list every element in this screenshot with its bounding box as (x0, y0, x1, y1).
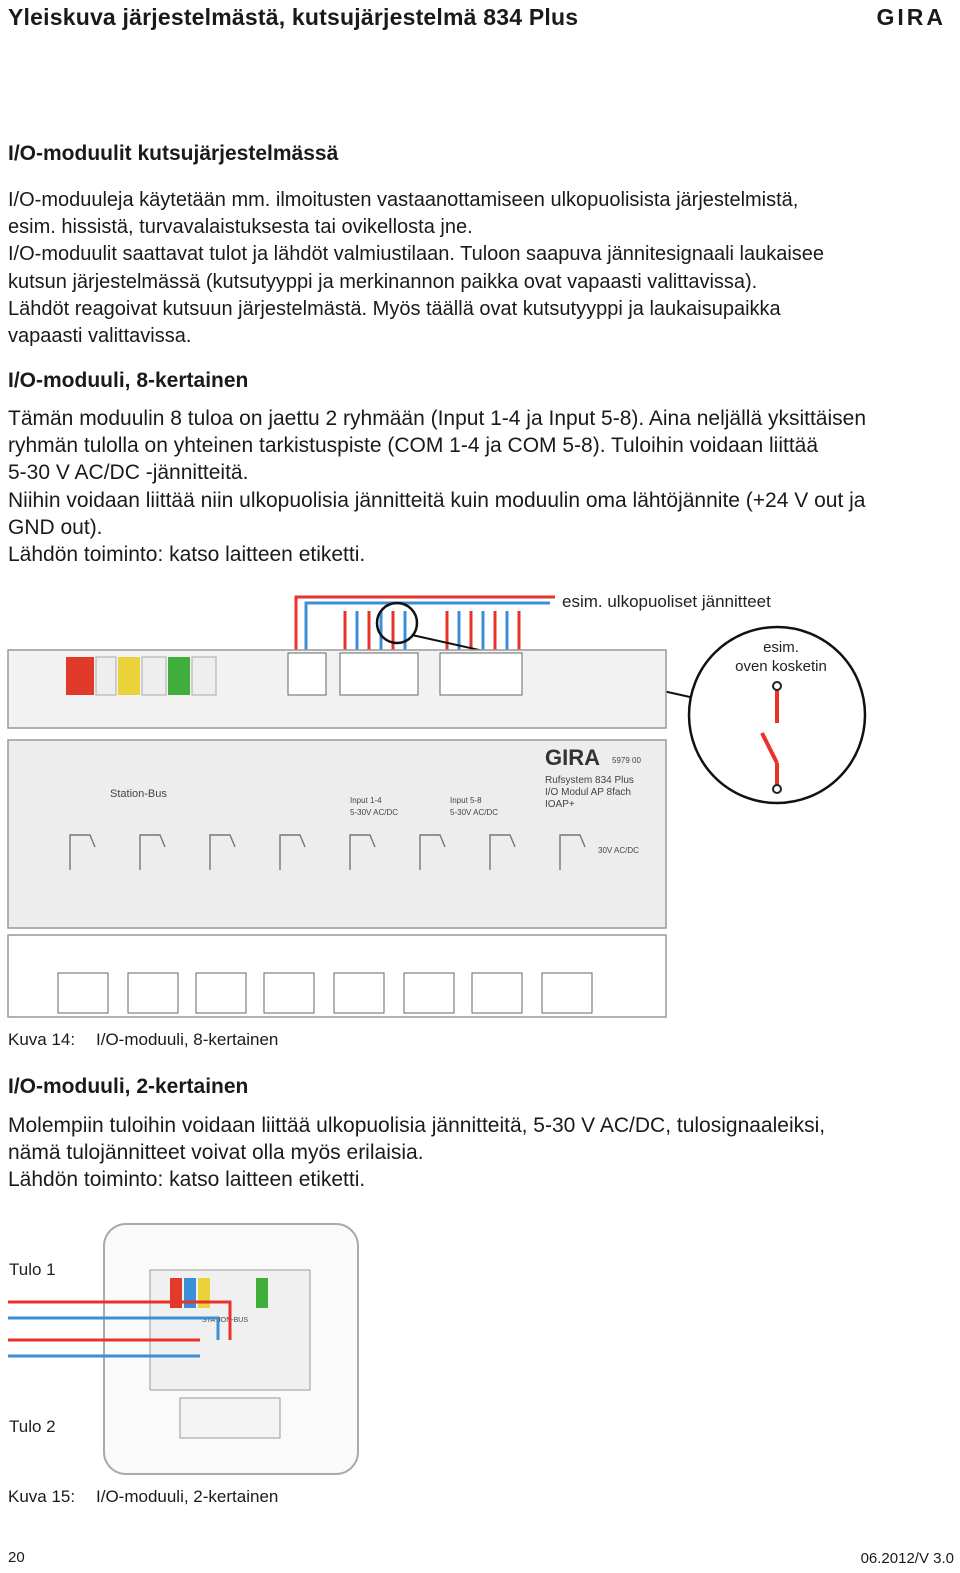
brand-logo: GIRA (876, 4, 946, 30)
text-line: GND out). (8, 515, 103, 539)
figure-15-io-module-2-fold (0, 1220, 380, 1482)
text-line: kutsun järjestelmässä (kutsutyyppi ja merkinannon paikka ovat vapaasti valittavissa). (8, 270, 758, 293)
svg-text:5-30V AC/DC: 5-30V AC/DC (350, 808, 399, 817)
svg-text:Input 5-8: Input 5-8 (450, 796, 482, 805)
label-external-voltages: esim. ulkopuoliset jännitteet (562, 592, 771, 611)
text-line: ryhmän tulolla on yhteinen tarkistuspiste (COM 1-4 ja COM 5-8). Tuloihin voidaan liittää (8, 434, 819, 458)
svg-text:30V AC/DC: 30V AC/DC (598, 846, 639, 855)
lower-terminal-blocks (58, 973, 592, 1013)
module-brand: GIRA (545, 745, 600, 770)
figure-14-io-module-8-fold (0, 585, 960, 1025)
page-header-title: Yleiskuva järjestelmästä, kutsujärjestelmä 834 Plus (8, 4, 579, 30)
svg-text:oven kosketin: oven kosketin (735, 658, 827, 675)
zoom-marker (377, 603, 417, 643)
svg-text:Rufsystem 834 Plus: Rufsystem 834 Plus (545, 775, 634, 786)
svg-text:IOAP+: IOAP+ (545, 799, 575, 810)
svg-text:STATION-BUS: STATION-BUS (202, 1317, 249, 1324)
label-input-1: Tulo 1 (9, 1260, 56, 1279)
svg-text:5979 00: 5979 00 (612, 756, 641, 765)
label-input-2: Tulo 2 (9, 1417, 56, 1436)
caption-number: Kuva 14: (8, 1030, 76, 1049)
text-line: nämä tulojännitteet voivat olla myös erilaisia. (8, 1141, 424, 1165)
section-2-fold-text (8, 1112, 954, 1194)
section-title-2-fold: I/O-moduuli, 2-kertainen (8, 1075, 249, 1098)
section-8-fold-text (8, 405, 954, 568)
section-io-modules-text (8, 187, 954, 350)
text-line: Tämän moduulin 8 tuloa on jaettu 2 ryhmään (Input 1-4 ja Input 5-8). Aina neljällä yksittäisen (8, 407, 866, 430)
text-line: I/O-moduulit saattavat tulot ja lähdöt valmiustilaan. Tuloon saapuva jännitesignaali laukaisee (8, 243, 825, 266)
text-line: Lähdön toiminto: katso laitteen etiketti. (8, 543, 366, 567)
text-line: Lähdöt reagoivat kutsuun järjestelmästä. Myös täällä ovat kutsutyyppi ja laukaisupaikka (8, 297, 781, 320)
svg-text:I/O Modul AP 8fach: I/O Modul AP 8fach (545, 787, 631, 798)
text-line: Molempiin tuloihin voidaan liittää ulkopuolisia jännitteitä, 5-30 V AC/DC, tulosignaaleiksi, (8, 1114, 826, 1137)
caption-text: I/O-moduuli, 2-kertainen (96, 1487, 279, 1506)
text-line: esim. hissistä, turvavalaistuksesta tai ovikellosta jne. (8, 216, 473, 239)
figure-14-caption (8, 1030, 278, 1050)
svg-text:5-30V AC/DC: 5-30V AC/DC (450, 808, 499, 817)
text-line: Lähdön toiminto: katso laitteen etiketti. (8, 1168, 366, 1192)
svg-text:Input 1-4: Input 1-4 (350, 796, 382, 805)
figure-15-caption (8, 1487, 278, 1507)
caption-text: I/O-moduuli, 8-kertainen (96, 1030, 279, 1049)
bus-label: Station-Bus (110, 788, 167, 800)
caption-number: Kuva 15: (8, 1487, 76, 1506)
section-title-8-fold: I/O-moduuli, 8-kertainen (8, 369, 249, 392)
svg-text:esim.: esim. (763, 639, 799, 656)
upper-terminal-blocks (288, 653, 522, 695)
text-line: vapaasti valittavissa. (8, 325, 192, 348)
version-info: 06.2012/V 3.0 (860, 1550, 954, 1567)
page-number: 20 (8, 1549, 25, 1566)
text-line: Niihin voidaan liittää niin ulkopuolisia jännitteitä kuin moduulin oma lähtöjännite (+24 V out ja (8, 488, 866, 512)
section-title-io-modules: I/O-moduulit kutsujärjestelmässä (8, 142, 339, 165)
text-line: I/O-moduuleja käytetään mm. ilmoitusten vastaanottamiseen ulkopuolisista järjestelmistä, (8, 189, 799, 211)
text-line: 5-30 V AC/DC -jännitteitä. (8, 461, 249, 485)
